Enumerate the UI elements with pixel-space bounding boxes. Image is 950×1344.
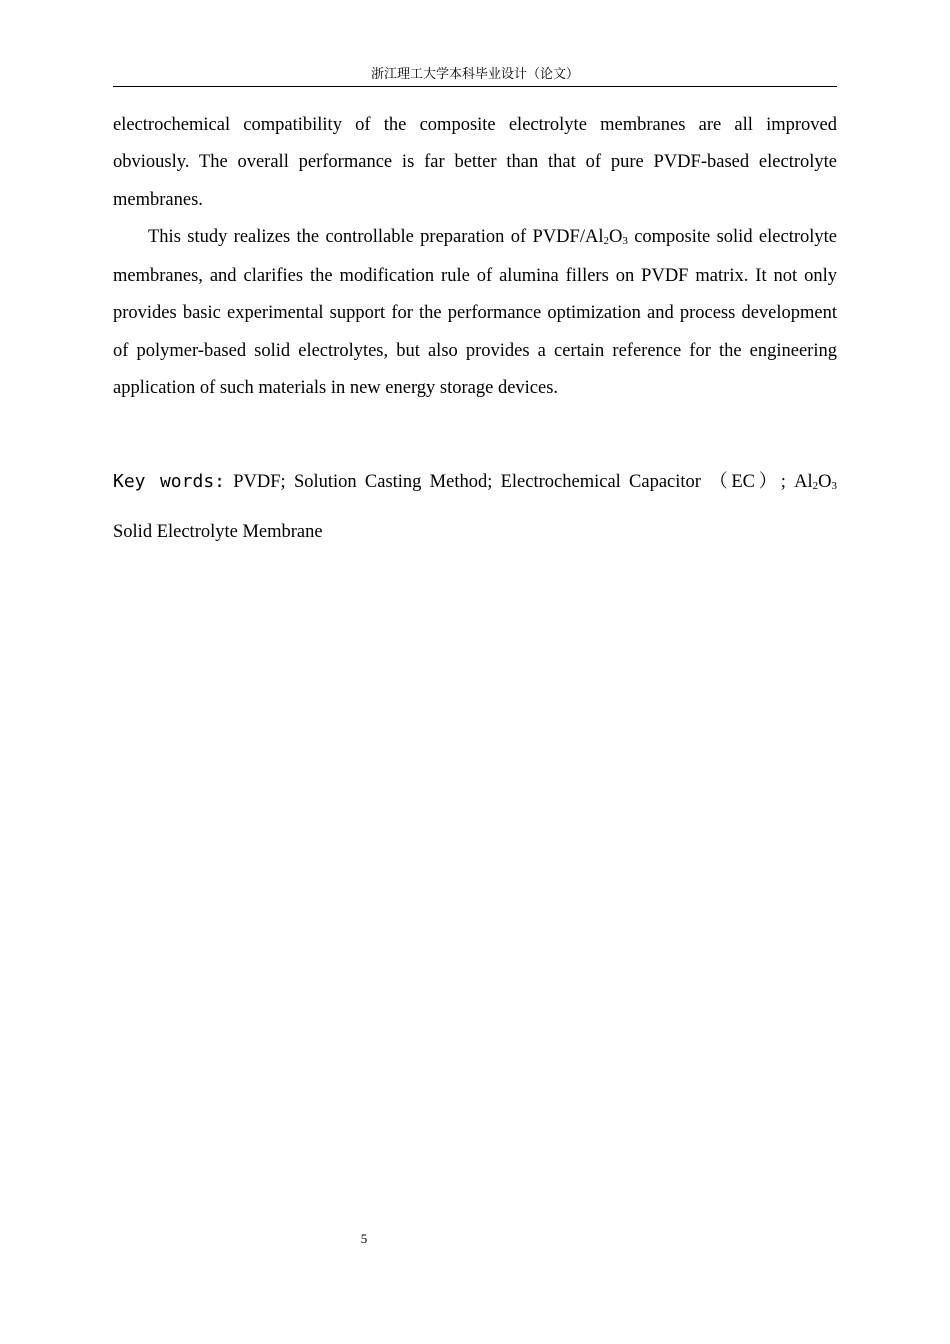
abstract-body — [113, 107, 837, 407]
subscript-2: 2 — [603, 234, 609, 247]
keywords-text-before: PVDF; Solution Casting Method; Electrochemical Capacitor （EC）; Al — [225, 472, 813, 492]
keywords-label: Key words: — [113, 471, 225, 492]
paragraph-2-text-mid: O — [608, 226, 623, 247]
keywords-line — [113, 458, 837, 556]
subscript-3: 3 — [622, 234, 628, 247]
paragraph-2-text-before: This study realizes the controllable preparation of PVDF/Al — [148, 226, 604, 247]
paragraph-2-text-after: composite solid electrolyte membranes, and clarifies the modification rule of alumina fillers on PVDF matrix. It not only provides basic experimental support for the performance optimization and process development of polymer-based solid electrolytes, but also provides a certain reference for the engineering application of such materials in new energy storage devices. — [113, 226, 837, 399]
keywords-subscript-3: 3 — [831, 480, 837, 492]
keywords-text-after: Solid Electrolyte Membrane — [113, 522, 323, 542]
keywords-subscript-2: 2 — [812, 480, 819, 492]
abstract-paragraph-2 — [113, 219, 837, 407]
page-number: 5 — [360, 1231, 368, 1246]
keywords-text-mid: O — [818, 472, 832, 492]
page-header: 浙江理工大学本科毕业设计（论文） — [113, 66, 837, 87]
abstract-paragraph-1: electrochemical compatibility of the composite electrolyte membranes are all improved obviously. The overall performance is far better than that of pure PVDF-based electrolyte membranes. — [113, 115, 837, 210]
